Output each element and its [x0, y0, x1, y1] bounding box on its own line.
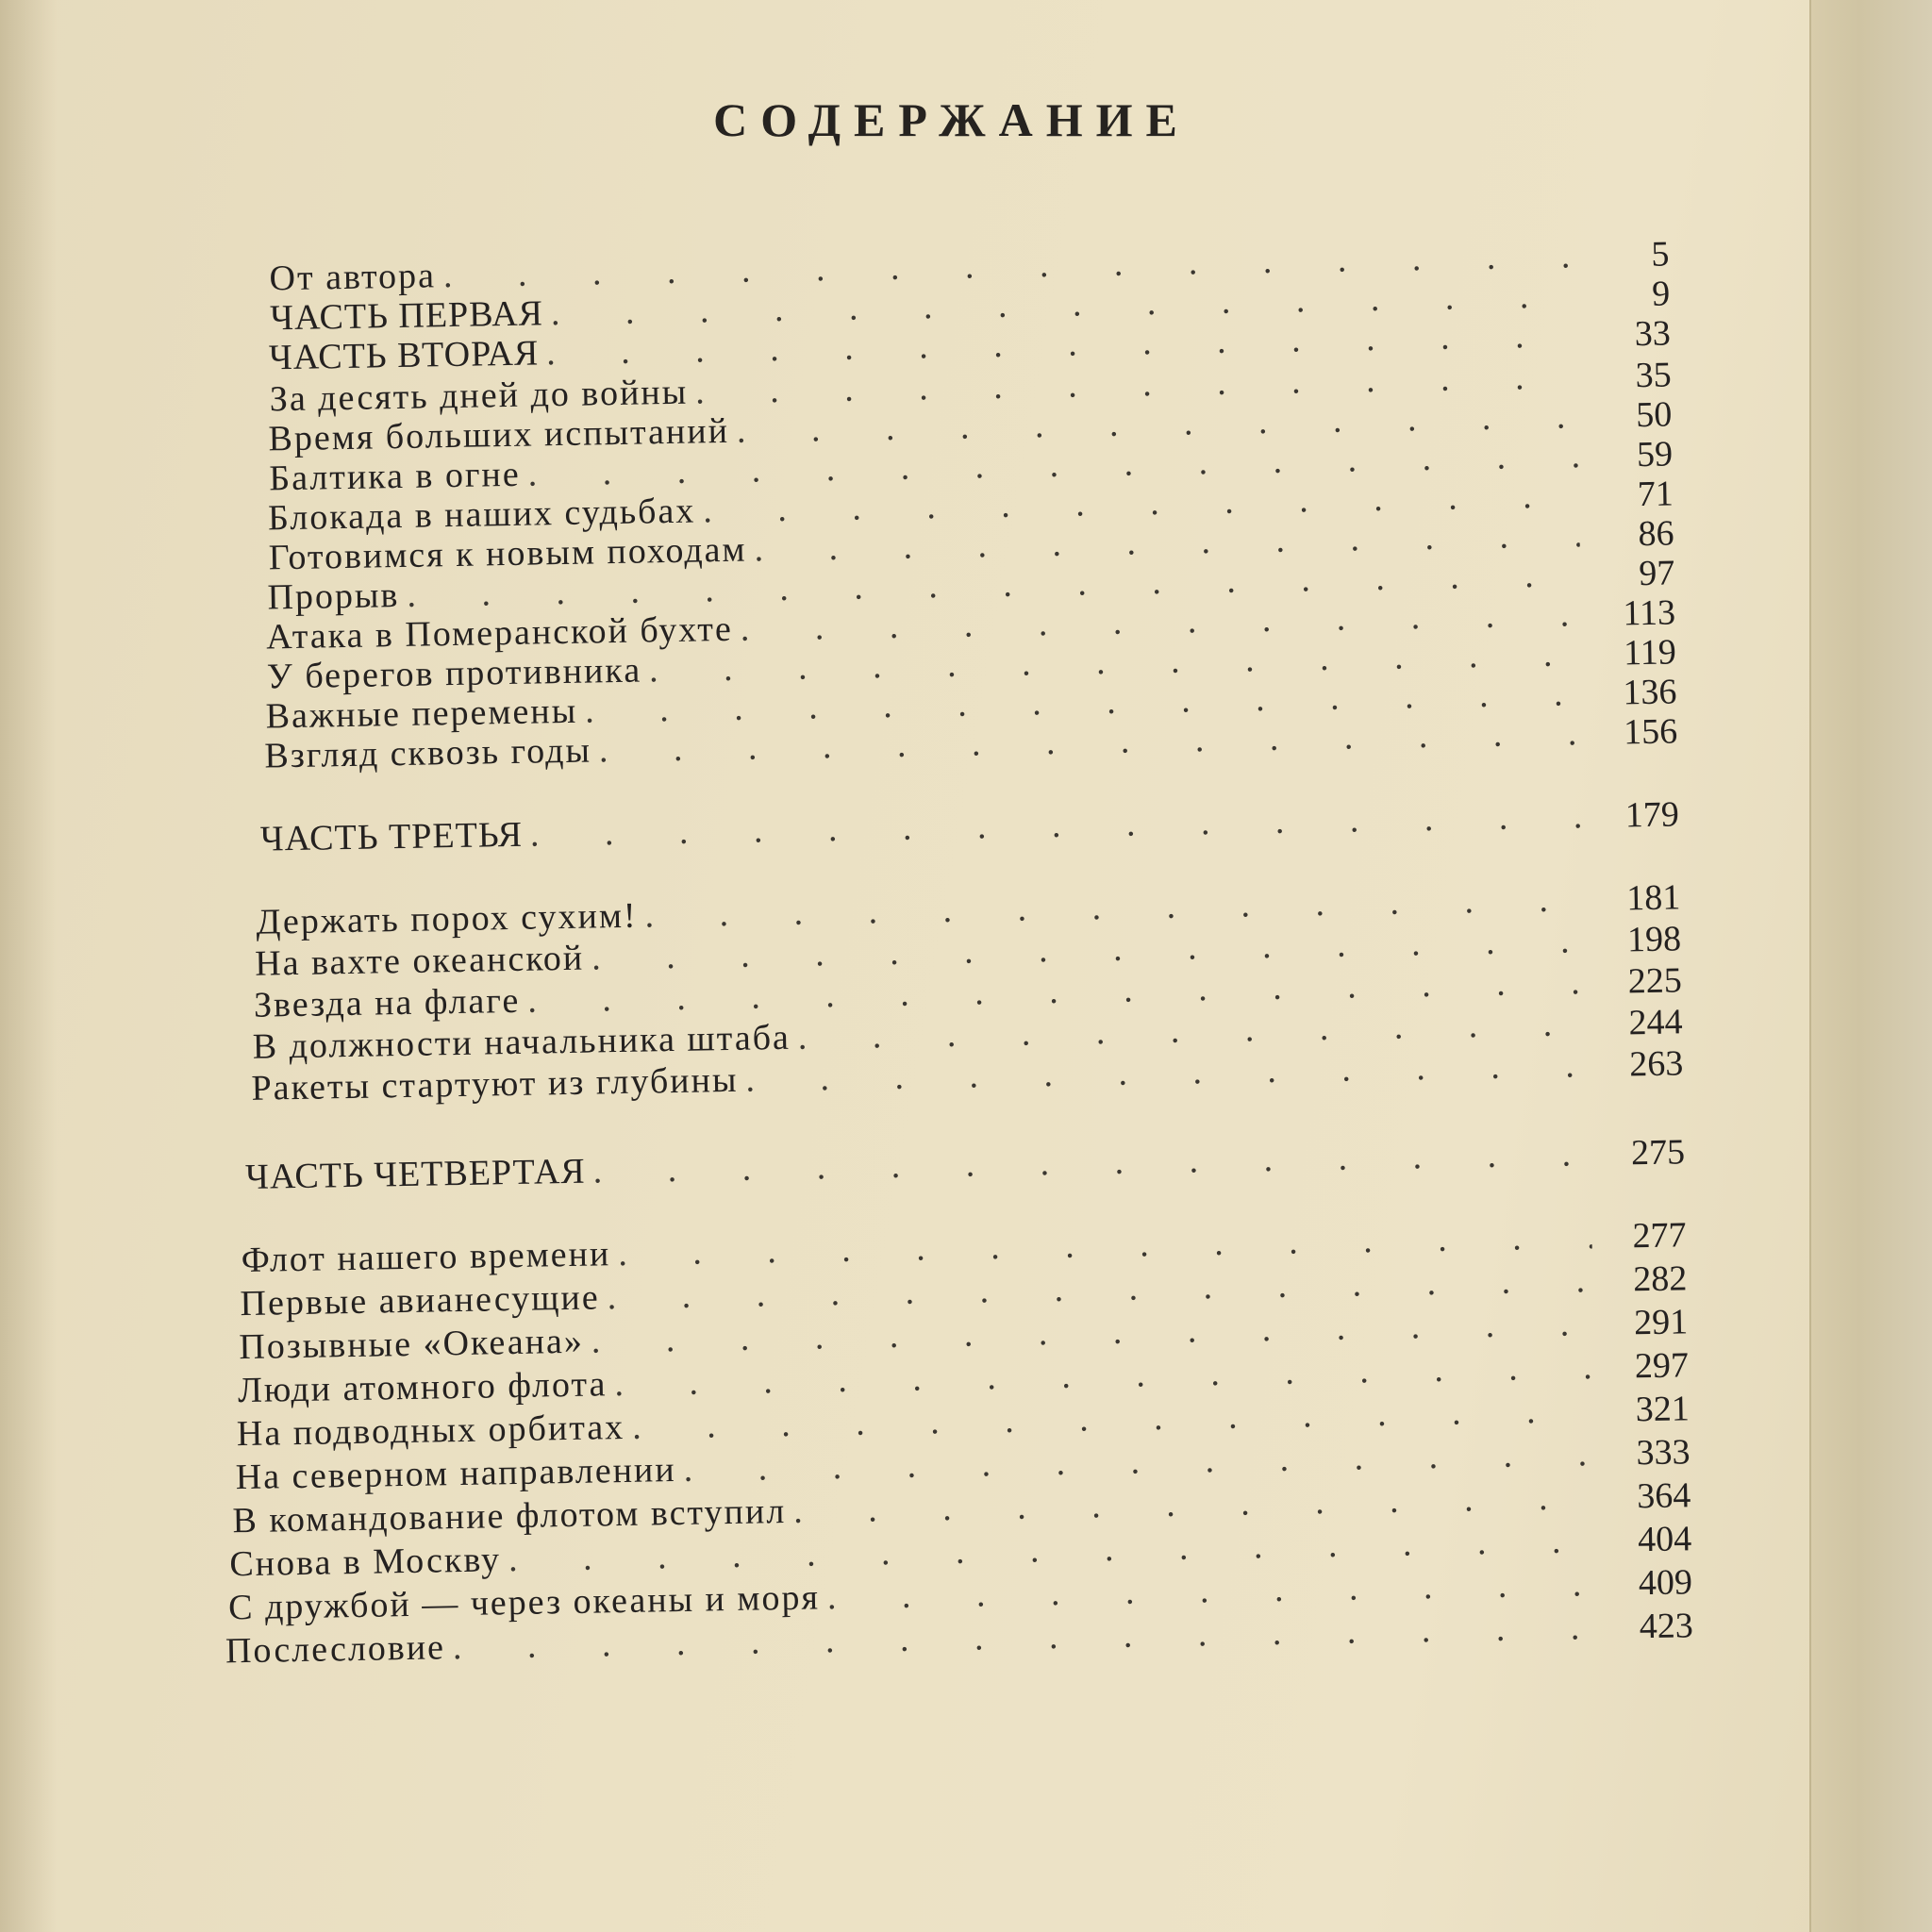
toc-entry-page: 409 [1638, 1562, 1693, 1604]
toc-entry-title: За десять дней до войны [269, 372, 689, 420]
toc-entry-page: 364 [1636, 1475, 1691, 1517]
dot-leader [592, 1134, 1591, 1191]
toc-entry-page: 113 [1623, 592, 1676, 634]
toc-entry-title: С дружбой — через океаны и моря [227, 1577, 821, 1628]
toc-entry-title: В должности начальника штаба [252, 1017, 791, 1067]
toc-entry-title: Балтика в огне [268, 454, 522, 499]
toc-entry-page: 333 [1636, 1432, 1690, 1474]
toc-entry-title: У берегов противника [266, 650, 642, 697]
toc-entry-title: Атака в Померанской бухте [265, 608, 734, 658]
toc-entry-title: Флот нашего времени [241, 1234, 611, 1281]
toc-entry-page: 33 [1634, 313, 1672, 355]
toc-entry-title: На северном направлении [235, 1450, 676, 1498]
toc-entry-page: 275 [1630, 1132, 1686, 1174]
toc-entry-page: 50 [1635, 394, 1673, 436]
toc-entry-page: 119 [1623, 632, 1677, 674]
toc-entry-title: ЧАСТЬ ПЕРВАЯ [269, 293, 544, 339]
toc-entry-page: 35 [1635, 355, 1672, 396]
toc-entry-page: 179 [1624, 794, 1680, 836]
toc-entry-title: Звезда на флаге [253, 980, 521, 1025]
toc-entry-page: 225 [1627, 960, 1683, 1002]
toc-part-heading [245, 1132, 1686, 1197]
toc-entry-page: 277 [1632, 1215, 1687, 1257]
toc-entry-title: Снова в Москву [229, 1540, 502, 1585]
toc-entry-page: 71 [1637, 474, 1674, 515]
toc-entry-title: От автора [269, 256, 437, 299]
toc-entry-title: Люди атомного флота [237, 1364, 608, 1411]
toc-entry-title: На вахте океанской [254, 938, 585, 984]
dot-leader [530, 796, 1586, 855]
toc-part-heading [260, 794, 1680, 858]
toc-entry-title: Взгляд сквозь годы [264, 730, 592, 776]
toc-entry-page: 404 [1637, 1519, 1692, 1560]
toc-entry-page: 86 [1638, 513, 1674, 555]
toc-entry-page: 181 [1625, 877, 1681, 919]
toc-entry-page: 291 [1633, 1302, 1689, 1343]
toc-entry-page: 423 [1639, 1606, 1694, 1647]
toc-entry-title: В командование флотом вступил [232, 1491, 787, 1541]
toc-entry-page: 198 [1626, 919, 1682, 960]
toc-entry-page: 282 [1632, 1258, 1688, 1300]
toc-entry-page: 321 [1635, 1389, 1690, 1430]
toc-entry-page: 9 [1651, 274, 1671, 314]
toc-entry-title: Блокада в наших судьбах [267, 491, 696, 539]
toc-entry-title: На подводных орбитах [236, 1407, 625, 1455]
toc-entry-title: ЧАСТЬ ВТОРАЯ [268, 333, 540, 378]
toc-entry-title: Послесловие [225, 1627, 446, 1672]
toc-entry-page: 97 [1638, 553, 1675, 594]
toc-entry-title: ЧАСТЬ ЧЕТВЕРТАЯ [244, 1151, 587, 1197]
toc-entry-page: 136 [1623, 672, 1677, 713]
toc-entry-title: Прорыв [267, 575, 400, 618]
toc-entry-title: Первые авианесущие [240, 1277, 601, 1324]
toc-entry-page: 297 [1634, 1345, 1690, 1387]
toc-entry-page: 263 [1628, 1043, 1684, 1085]
toc-entry-title: Время больших испытаний [268, 410, 730, 459]
toc-entry-page: 59 [1636, 434, 1674, 475]
toc-entry-title: Готовимся к новым походам [268, 529, 747, 578]
toc-entry-page: 156 [1623, 711, 1678, 753]
toc-entry-title: Позывные «Океана» [238, 1321, 585, 1368]
toc-entry-page: 5 [1651, 234, 1670, 275]
toc-entry-title: Важные перемены [265, 691, 578, 737]
toc-entry-title: Держать порох сухим! [256, 895, 638, 942]
page-title: СОДЕРЖАНИЕ [713, 93, 1191, 146]
toc-entry-title: ЧАСТЬ ТРЕТЬЯ [259, 814, 524, 859]
toc-entry-title: Ракеты стартуют из глубины [251, 1059, 739, 1108]
toc-entry-page: 244 [1628, 1002, 1683, 1043]
